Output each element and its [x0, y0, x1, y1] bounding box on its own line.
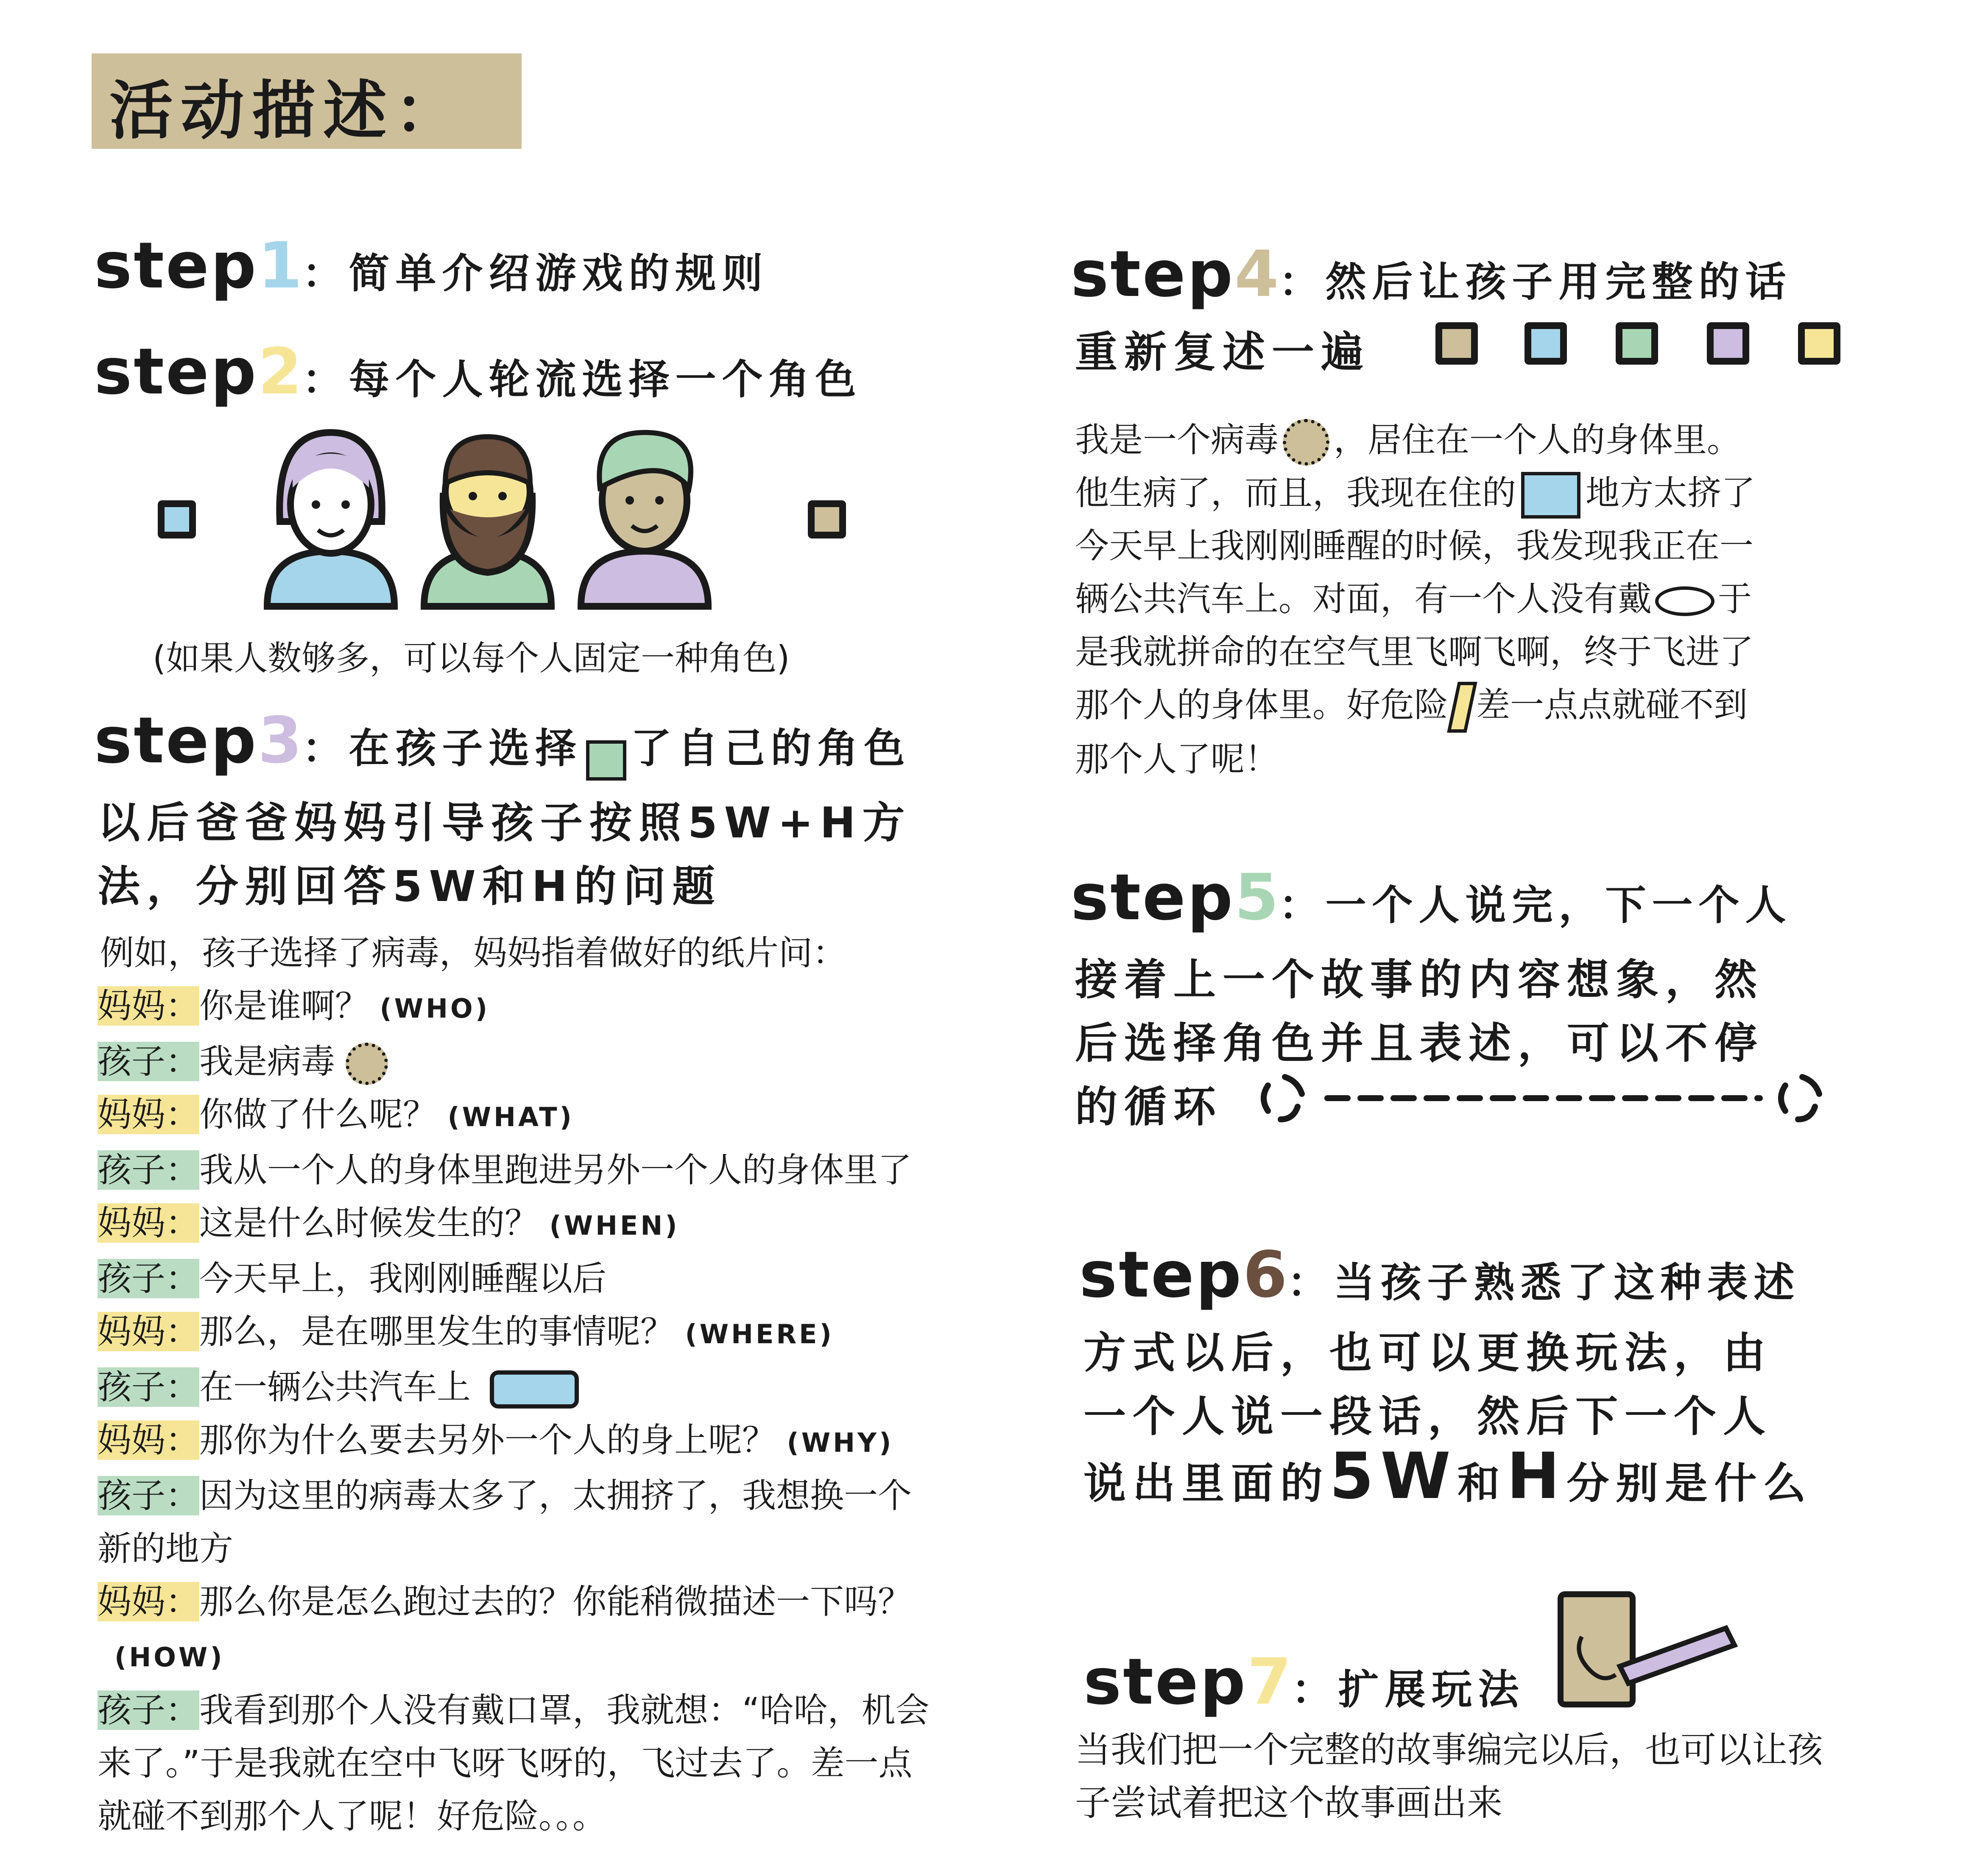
kid-label: 孩子： [98, 1259, 199, 1298]
tan-square-icon [808, 500, 846, 538]
dialogue-continuation: 新的地方 [98, 1529, 233, 1568]
step3-heading [94, 704, 910, 781]
step4-line2: 重新复述一遍 [1075, 327, 1370, 377]
step5-text-1: ：一个人说完，下一个人 [1279, 881, 1792, 929]
story-line [1075, 678, 1966, 733]
woman-avatar-icon [267, 432, 394, 606]
dialogue-text: 这是什么时候发生的？ [199, 1203, 539, 1243]
dialogue-row [98, 1144, 1030, 1197]
dialogue-continuation: 来了。”于是我就在空中飞呀飞呀的，飞过去了。差一点 [98, 1743, 913, 1783]
step6-and: 和 [1457, 1459, 1507, 1508]
virus-icon [346, 1043, 388, 1085]
step3-text-1: ：在孩子选择 [302, 725, 582, 772]
step-word: step [94, 704, 258, 778]
step6-5w: 5W [1329, 1439, 1457, 1513]
step-word: step [1071, 861, 1235, 934]
dialogue-row [98, 979, 1030, 1035]
story-line: 是我就拼命的在空气里飞啊飞啊，终于飞进了 [1075, 632, 1753, 672]
mom-label: 妈妈： [98, 1582, 199, 1621]
step6-text-3: 一个人说一段话，然后下一个人 [1083, 1392, 1772, 1441]
dialogue-text: 今天早上，我刚刚睡醒以后 [199, 1259, 606, 1298]
story-text: 辆公共汽车上。对面，有一个人没有戴 [1075, 579, 1652, 619]
dialogue-text: 那么，是在哪里发生的事情呢？ [199, 1312, 674, 1351]
step6-text-5: 分别是什么 [1566, 1459, 1813, 1508]
dialogue-tag: (WHY) [787, 1427, 894, 1458]
step3-text-3: 以后爸爸妈妈引导 [98, 798, 491, 848]
kid-label: 孩子： [98, 1042, 199, 1081]
step6-h: H [1506, 1439, 1567, 1513]
step2-heading [94, 335, 862, 409]
step4-text: ：然后让孩子用完整的话 [1279, 258, 1792, 306]
kid-label: 孩子： [98, 1476, 199, 1515]
pointing-hand-icon [586, 740, 626, 781]
story-text: 那个人的身体里。好危险 [1075, 685, 1448, 725]
step7-text: ：扩展玩法 [1291, 1666, 1525, 1713]
dialogue-row [98, 1684, 1030, 1737]
step3-text-4: 孩子按照5W+H方 [491, 798, 912, 848]
kid-label: 孩子： [98, 1150, 199, 1190]
step6-line4 [1083, 1439, 1812, 1513]
step4-heading [1071, 237, 1792, 311]
step2-note: (如果人数够多，可以每个人固定一种角色) [153, 639, 790, 678]
step7-heading [1083, 1645, 1525, 1719]
dialogue-text: 我从一个人的身体里跑进另外一个人的身体里了 [199, 1150, 912, 1190]
step7-body-2: 子尝试着把这个故事画出来 [1075, 1782, 1503, 1824]
tan-square-icon [1435, 322, 1478, 365]
dialogue-row [98, 1197, 1030, 1252]
step-number: 2 [258, 335, 302, 409]
step3-text-5: 法，分别回答5W和H的问题 [98, 862, 722, 911]
mom-label: 妈妈： [98, 986, 199, 1026]
step5-text-4: 的循环 [1075, 1082, 1223, 1132]
dialogue-row [98, 1575, 1030, 1628]
eye-mask-icon [1655, 586, 1714, 616]
mom-label: 妈妈： [98, 1312, 199, 1351]
step-number: 7 [1247, 1645, 1292, 1719]
step6-text-4: 说出里面的 [1083, 1459, 1329, 1508]
step6-text-1: ：当孩子熟悉了这种表述 [1287, 1259, 1801, 1306]
step-word: step [94, 229, 258, 303]
story-line: 今天早上我刚刚睡醒的时候，我发现我正在一 [1075, 526, 1753, 566]
purple-square-icon [1707, 322, 1749, 365]
mom-label: 妈妈： [98, 1203, 199, 1243]
step6-heading [1079, 1238, 1800, 1312]
dialogue-continuation: 就碰不到那个人了呢！好危险。。。 [98, 1796, 606, 1836]
characters-illustration [263, 424, 729, 611]
exclamation-icon [1447, 682, 1477, 733]
dialogue-row [98, 1035, 1030, 1088]
dialogue-text: 你做了什么呢？ [199, 1095, 437, 1134]
step4-story [1075, 413, 1966, 786]
how-tag-row [98, 1628, 1030, 1684]
dialogue-row [98, 1088, 1030, 1144]
dialogue-tag: (WHAT) [447, 1102, 574, 1133]
dialogue-list [98, 979, 1030, 1843]
mom-label: 妈妈： [98, 1095, 199, 1134]
step3-line2 [98, 789, 911, 850]
bus-icon [490, 1370, 579, 1409]
step5-heading [1071, 861, 1792, 934]
step-number: 6 [1243, 1238, 1287, 1312]
story-text: 我是一个病毒 [1075, 420, 1279, 460]
dialogue-text: 在一辆公共汽车上 [199, 1367, 471, 1407]
dialogue-text: 你是谁啊？ [199, 986, 369, 1026]
step-number: 1 [258, 229, 302, 303]
step-number: 3 [258, 704, 302, 778]
step1-text: ：简单介绍游戏的规则 [302, 250, 769, 297]
story-line [1075, 413, 1966, 466]
step1-heading [94, 229, 768, 303]
kid-label: 孩子： [98, 1367, 199, 1407]
step-number: 4 [1234, 237, 1279, 311]
dialogue-text: 我是病毒 [199, 1042, 335, 1081]
dialogue-row [98, 1361, 1030, 1414]
yellow-square-icon [1798, 322, 1840, 365]
step-word: step [1071, 237, 1235, 311]
step-word: step [1079, 1238, 1243, 1312]
dialogue-tag: (WHO) [380, 993, 490, 1024]
dialogue-text: 因为这里的病毒太多了，太拥挤了，我想换一个 [199, 1476, 912, 1515]
man-avatar-icon [581, 432, 708, 606]
story-text: 于 [1718, 579, 1752, 619]
dialogue-text: 那你为什么要去另外一个人的身上呢？ [199, 1420, 776, 1460]
drawing-paper-pencil-icon [1556, 1590, 1743, 1709]
step2-text: ：每个人轮流选择一个角色 [302, 356, 862, 403]
green-square-icon [1616, 322, 1658, 365]
dialogue-row [98, 1469, 1030, 1522]
blue-square-icon [1525, 322, 1567, 365]
step3-text-2: 了自己的角色 [631, 725, 911, 772]
step-word: step [1083, 1645, 1248, 1719]
dialogue-tag: (HOW) [114, 1642, 225, 1673]
story-line [1075, 466, 1966, 519]
blue-square-icon [158, 500, 196, 538]
dialogue-tag: (WHEN) [549, 1210, 680, 1241]
dialogue-intro: 例如，孩子选择了病毒，妈妈指着做好的纸片问： [100, 933, 846, 973]
page-title: 活动描述： [109, 74, 466, 148]
dialogue-row [98, 1252, 1030, 1305]
building-icon [1521, 472, 1580, 519]
step7-body-1: 当我们把一个完整的故事编完以后，也可以让孩 [1075, 1729, 1823, 1771]
step6-text-2: 方式以后，也可以更换玩法，由 [1083, 1328, 1772, 1378]
step5-text-2: 接着上一个故事的内容想象，然 [1075, 955, 1764, 1004]
mom-label: 妈妈： [98, 1420, 199, 1460]
step5-text-3: 后选择角色并且表述，可以不停 [1075, 1018, 1764, 1068]
dialogue-text: 我看到那个人没有戴口罩，我就想：“哈哈，机会 [199, 1690, 930, 1730]
kid-label: 孩子： [98, 1690, 199, 1730]
story-text: 差一点点就碰不到 [1476, 685, 1748, 725]
step-word: step [94, 335, 258, 409]
story-text: 地方太挤了 [1586, 473, 1755, 513]
loop-arrows-icon [1251, 1060, 1836, 1136]
story-text: 他生病了，而且，我现在住的 [1075, 473, 1516, 513]
step-number: 5 [1234, 861, 1279, 934]
bearded-man-avatar-icon [424, 437, 551, 606]
dialogue-row [98, 1414, 1030, 1469]
virus-icon [1283, 419, 1329, 466]
story-line [1075, 572, 1966, 625]
dialogue-row [98, 1305, 1030, 1361]
story-text: ，居住在一个人的身体里。 [1334, 420, 1741, 460]
story-line: 那个人了呢！ [1075, 739, 1279, 779]
dialogue-tag: (WHERE) [685, 1319, 834, 1350]
dialogue-text: 那么你是怎么跑过去的？你能稍微描述一下吗？ [199, 1582, 912, 1621]
